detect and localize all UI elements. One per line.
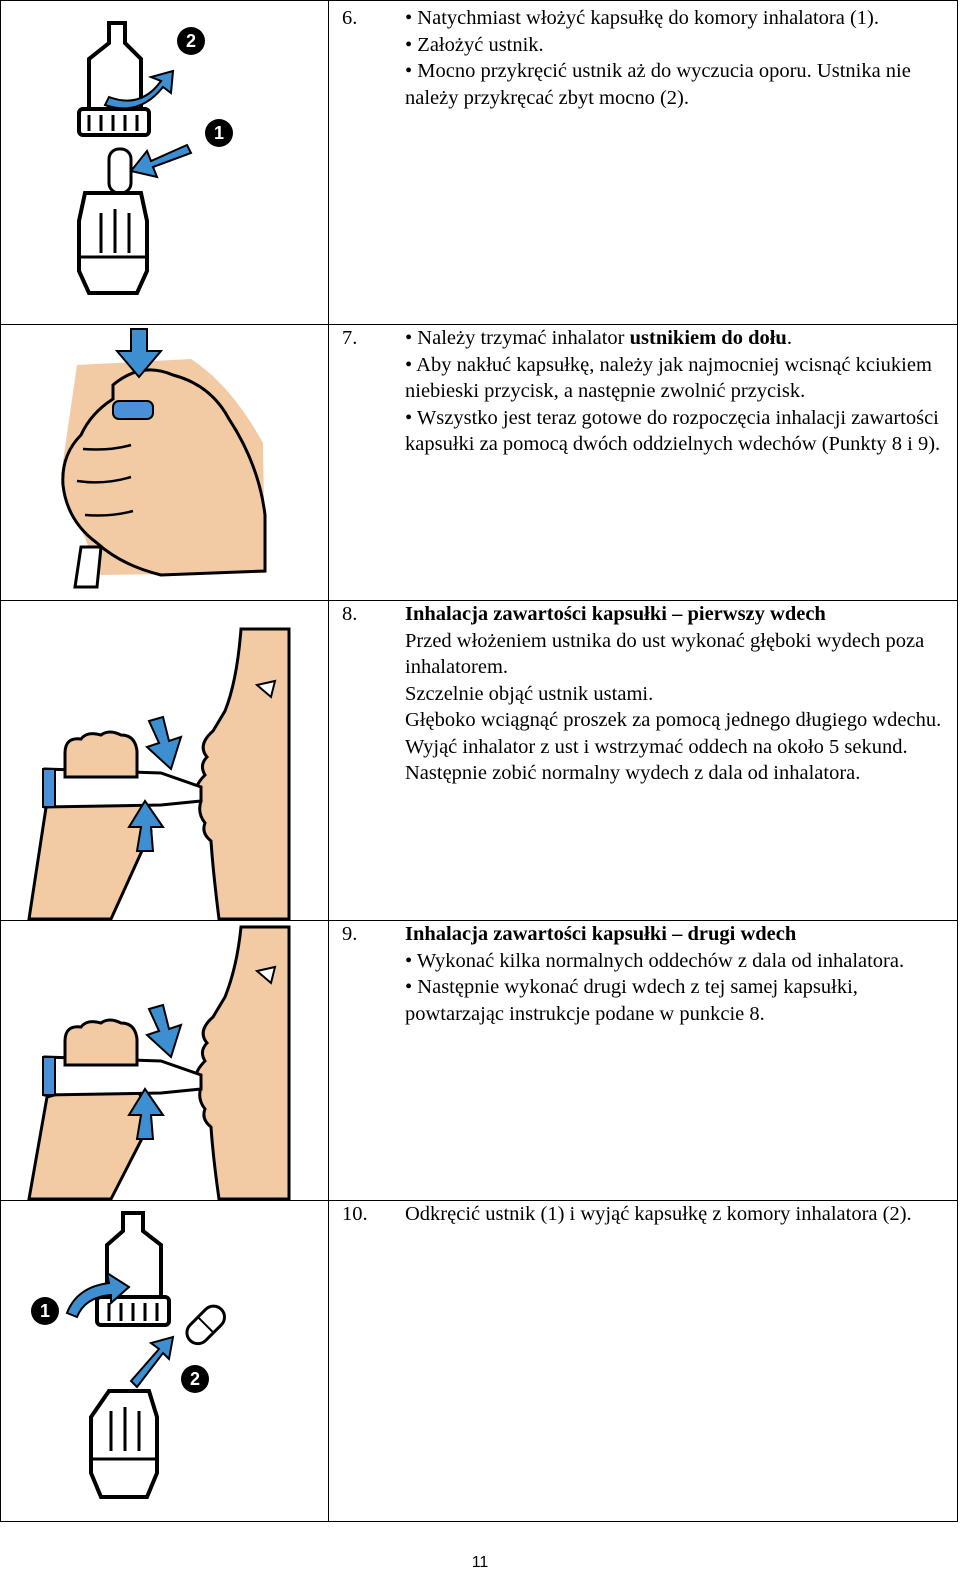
- step-number: 7.: [342, 327, 358, 349]
- badge-1: 1: [39, 1301, 51, 1321]
- remove-capsule-icon: [1, 1201, 328, 1521]
- page-number: 11: [471, 1554, 489, 1571]
- step-7-row: [1, 325, 957, 601]
- instruction-text: • Należy trzymać inhalator: [405, 327, 630, 349]
- step-6-text: [405, 5, 945, 111]
- badge-2: 2: [185, 31, 197, 51]
- instruction-line: Przed włożeniem ustnika do ust wykonać głęboki wydech poza inhalatorem.: [405, 629, 925, 678]
- instruction-line: • Natychmiast włożyć kapsułkę do komory inhalatora (1).: [405, 7, 879, 29]
- badge-1: 1: [213, 123, 225, 143]
- step-7-text: [405, 325, 945, 458]
- step-heading: Inhalacja zawartości kapsułki – pierwszy wdech: [405, 603, 826, 625]
- instruction-line: Następnie zobić normalny wydech z dala od inhalatora.: [405, 762, 861, 784]
- instruction-line: Szczelnie objąć ustnik ustami.: [405, 682, 654, 705]
- step-number: 10.: [342, 1203, 368, 1225]
- step-10-row: [1, 1201, 957, 1521]
- inhale-face-icon: [1, 921, 328, 1200]
- step-9-text: [405, 921, 945, 1027]
- instruction-line: • Następnie wykonać drugi wdech z tej samej kapsułki, powtarzając instrukcje podane w punkcie 8.: [405, 976, 858, 1025]
- step-8-text: [405, 601, 945, 787]
- instruction-line: Odkręcić ustnik (1) i wyjąć kapsułkę z komory inhalatora (2).: [405, 1203, 912, 1225]
- step-8-row: [1, 601, 957, 921]
- step-heading: Inhalacja zawartości kapsułki – drugi wdech: [405, 923, 797, 945]
- instruction-line: • Wszystko jest teraz gotowe do rozpoczęcia inhalacji zawartości kapsułki za pomocą dwóch oddzielnych wdechów (Punkty 8 i 9).: [405, 406, 941, 455]
- instruction-line: Głęboko wciągnąć proszek za pomocą jednego długiego wdechu.: [405, 709, 942, 731]
- badge-2: 2: [189, 1369, 201, 1389]
- instruction-line: • Aby nakłuć kapsułkę, należy jak najmocniej wcisnąć kciukiem niebieski przycisk, a następnie zwolnić przycisk.: [405, 353, 932, 402]
- pierce-capsule-hand-icon: [1, 325, 328, 600]
- step-9-row: [1, 921, 957, 1201]
- step-number: 8.: [342, 603, 358, 625]
- instruction-line: Wyjąć inhalator z ust i wstrzymać oddech na około 5 sekund.: [405, 735, 908, 758]
- instruction-line: • Założyć ustnik.: [405, 33, 544, 56]
- step-number: 6.: [342, 7, 358, 29]
- step-10-text: [405, 1201, 945, 1228]
- insert-capsule-icon: [1, 1, 328, 324]
- step-number: 9.: [342, 923, 358, 945]
- step-6-row: [1, 1, 957, 325]
- inhale-face-icon: [1, 601, 328, 920]
- instruction-line: • Mocno przykręcić ustnik aż do wyczucia oporu. Ustnika nie należy przykręcać zbyt mocno (2).: [405, 60, 911, 109]
- instruction-line: • Wykonać kilka normalnych oddechów z dala od inhalatora.: [405, 949, 905, 972]
- instruction-line: [405, 325, 945, 352]
- instruction-text: .: [786, 327, 792, 349]
- emphasis-text: ustnikiem do dołu: [629, 327, 787, 349]
